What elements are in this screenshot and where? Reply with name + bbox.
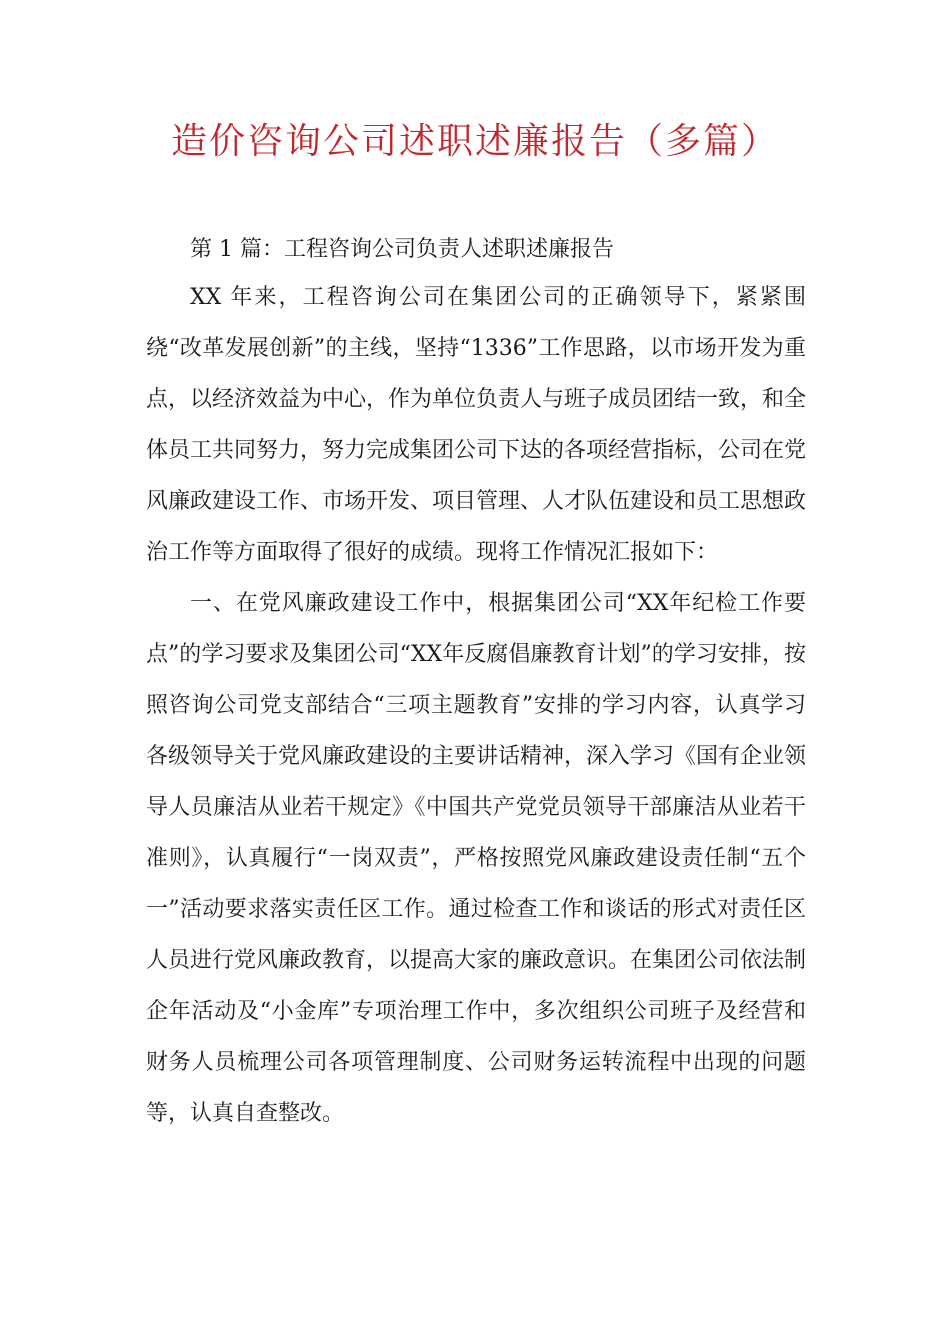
section-heading: 第 1 篇：工程咨询公司负责人述职述廉报告 [190,237,614,262]
document-body [146,230,806,1139]
paragraph-section-one: 一、在党风廉政建设工作中，根据集团公司“XX年纪检工作要点”的学习要求及集团公司“XX年反腐倡廉教育计划”的学习安排，按照咨询公司党支部结合“三项主题教育”安排的学习内容，认真学习各级领导关于党风廉政建设的主要讲话精神，深入学习《国有企业领导人员廉洁从业若干规定》《中国共产党党员领导干部廉洁从业若干准则》，认真履行“一岗双责”，严格按照党风廉政建设责任制“五个一”活动要求落实责任区工作。通过检查工作和谈话的形式对责任区人员进行党风廉政教育，以提高大家的廉政意识。在集团公司依法制企年活动及“小金库”专项治理工作中，多次组织公司班子及经营和财务人员梳理公司各项管理制度、公司财务运转流程中出现的问题等，认真自查整改。 [146,591,807,1126]
document-title: 造价咨询公司述职述廉报告（多篇） [170,121,779,162]
paragraph-intro: XX 年来，工程咨询公司在集团公司的正确领导下，紧紧围绕“改革发展创新”的主线，坚持“1336”工作思路，以市场开发为重点，以经济效益为中心，作为单位负责人与班子成员团结一致，和全体员工共同努力，努力完成集团公司下达的各项经营指标，公司在党风廉政建设工作、市场开发、项目管理、人才队伍建设和员工思想政治工作等方面取得了很好的成绩。现将工作情况汇报如下： [146,285,807,565]
